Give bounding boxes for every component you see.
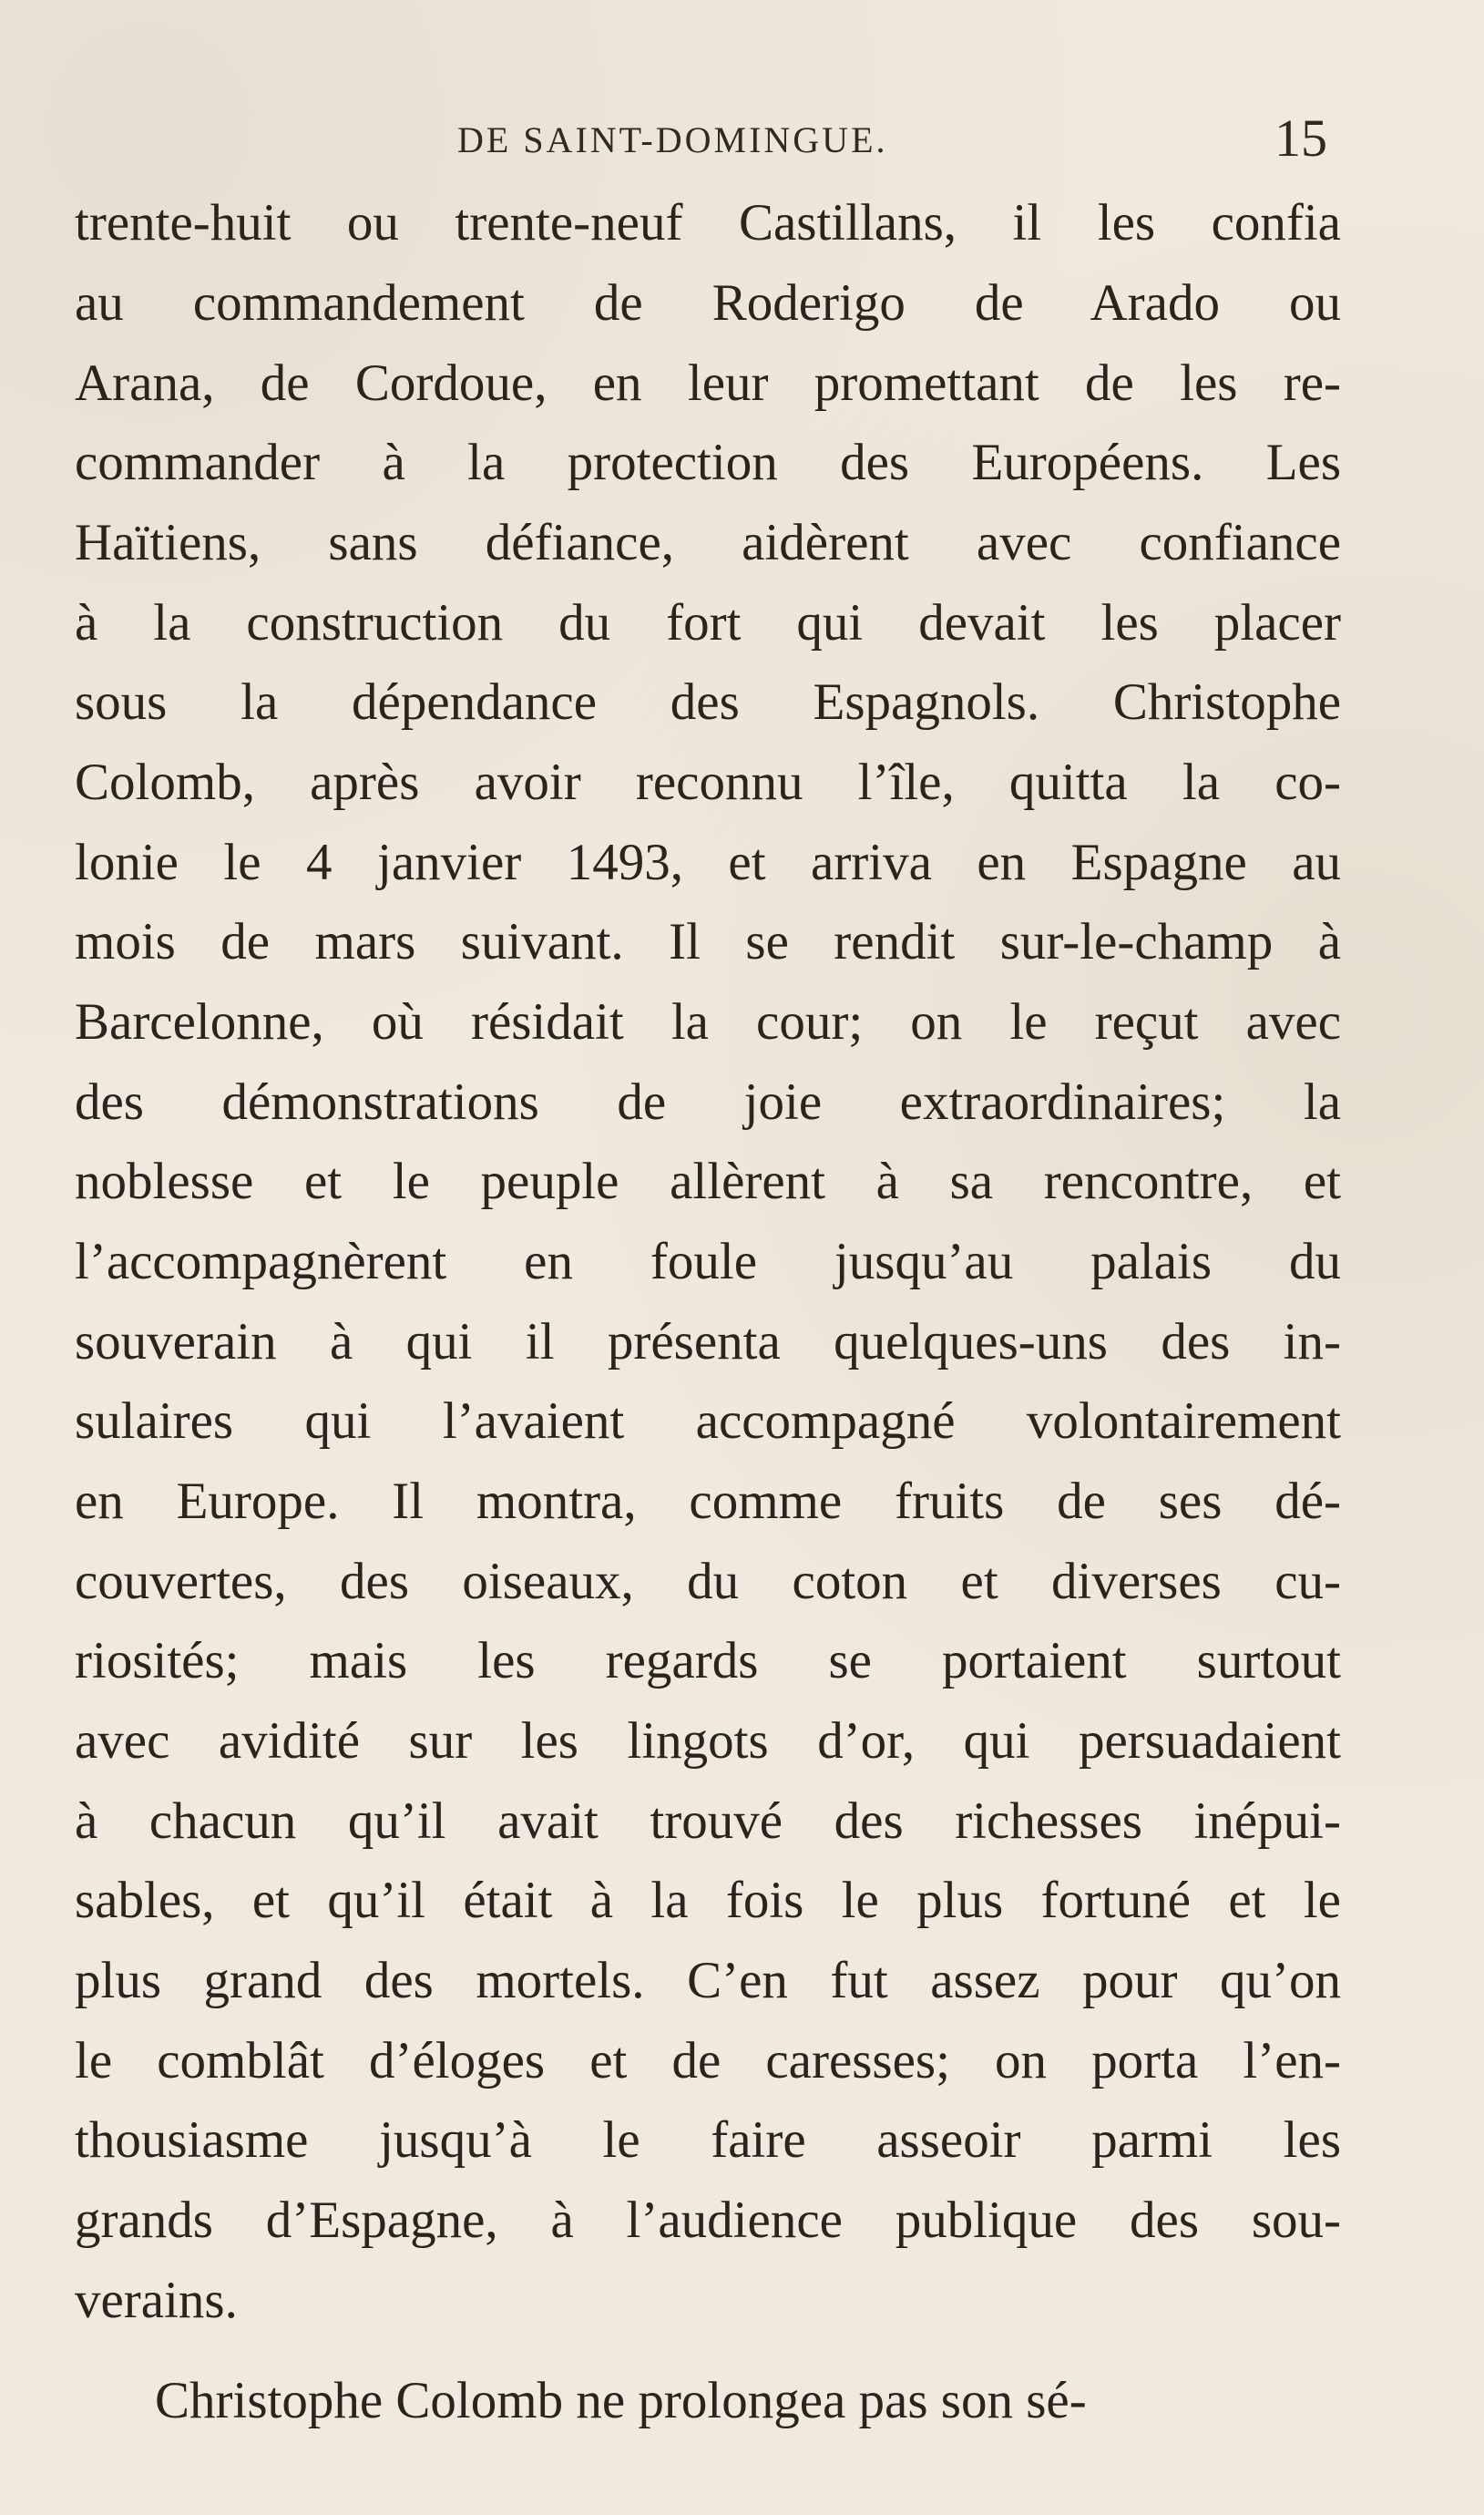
text-line: Colomb, après avoir reconnu l’île, quitta la co-	[75, 754, 1341, 811]
text-line: commander à la protection des Européens. Les	[75, 434, 1341, 491]
text-line: sulaires qui l’avaient accompagné volontairement	[75, 1392, 1341, 1450]
text-line: Arana, de Cordoue, en leur promettant de les re-	[75, 354, 1341, 412]
text-line: avec avidité sur les lingots d’or, qui persuadaient	[75, 1712, 1341, 1770]
text-line: couvertes, des oiseaux, du coton et diverses cu-	[75, 1553, 1341, 1610]
text-line: l’accompagnèrent en foule jusqu’au palais du	[75, 1233, 1341, 1290]
page-header	[84, 108, 1327, 180]
text-line: noblesse et le peuple allèrent à sa rencontre, et	[75, 1153, 1341, 1210]
text-line: mois de mars suivant. Il se rendit sur-le-champ à	[75, 913, 1341, 970]
text-line: trente-huit ou trente-neuf Castillans, il les confia	[75, 194, 1341, 252]
text-line: grands d’Espagne, à l’audience publique des sou-	[75, 2192, 1341, 2249]
text-line: Haïtiens, sans défiance, aidèrent avec confiance	[75, 514, 1341, 571]
text-line: Christophe Colomb ne prolongea pas son sé-	[155, 2372, 1087, 2429]
text-line: souverain à qui il présenta quelques-uns des in-	[75, 1313, 1341, 1370]
text-line: Barcelonne, où résidait la cour; on le reçut avec	[75, 993, 1341, 1051]
text-line: thousiasme jusqu’à le faire asseoir parmi les	[75, 2111, 1341, 2169]
running-head: DE SAINT-DOMINGUE.	[457, 119, 888, 160]
text-line: des démonstrations de joie extraordinaires; la	[75, 1073, 1341, 1131]
text-line: verains.	[75, 2272, 238, 2329]
text-line: à la construction du fort qui devait les placer	[75, 594, 1341, 652]
text-line: sables, et qu’il était à la fois le plus fortuné et le	[75, 1872, 1341, 1929]
text-line: plus grand des mortels. C’en fut assez pour qu’on	[75, 1952, 1341, 2009]
text-line: au commandement de Roderigo de Arado ou	[75, 274, 1341, 332]
text-line: sous la dépendance des Espagnols. Christophe	[75, 673, 1341, 731]
body-text	[75, 191, 1341, 2433]
text-line: lonie le 4 janvier 1493, et arriva en Espagne au	[75, 834, 1341, 891]
text-line: en Europe. Il montra, comme fruits de ses dé-	[75, 1473, 1341, 1530]
text-line: riosités; mais les regards se portaient surtout	[75, 1632, 1341, 1689]
text-line: le comblât d’éloges et de caresses; on porta l’en-	[75, 2032, 1341, 2089]
text-line: à chacun qu’il avait trouvé des richesses inépui-	[75, 1792, 1341, 1850]
page-number: 15	[1274, 108, 1327, 168]
